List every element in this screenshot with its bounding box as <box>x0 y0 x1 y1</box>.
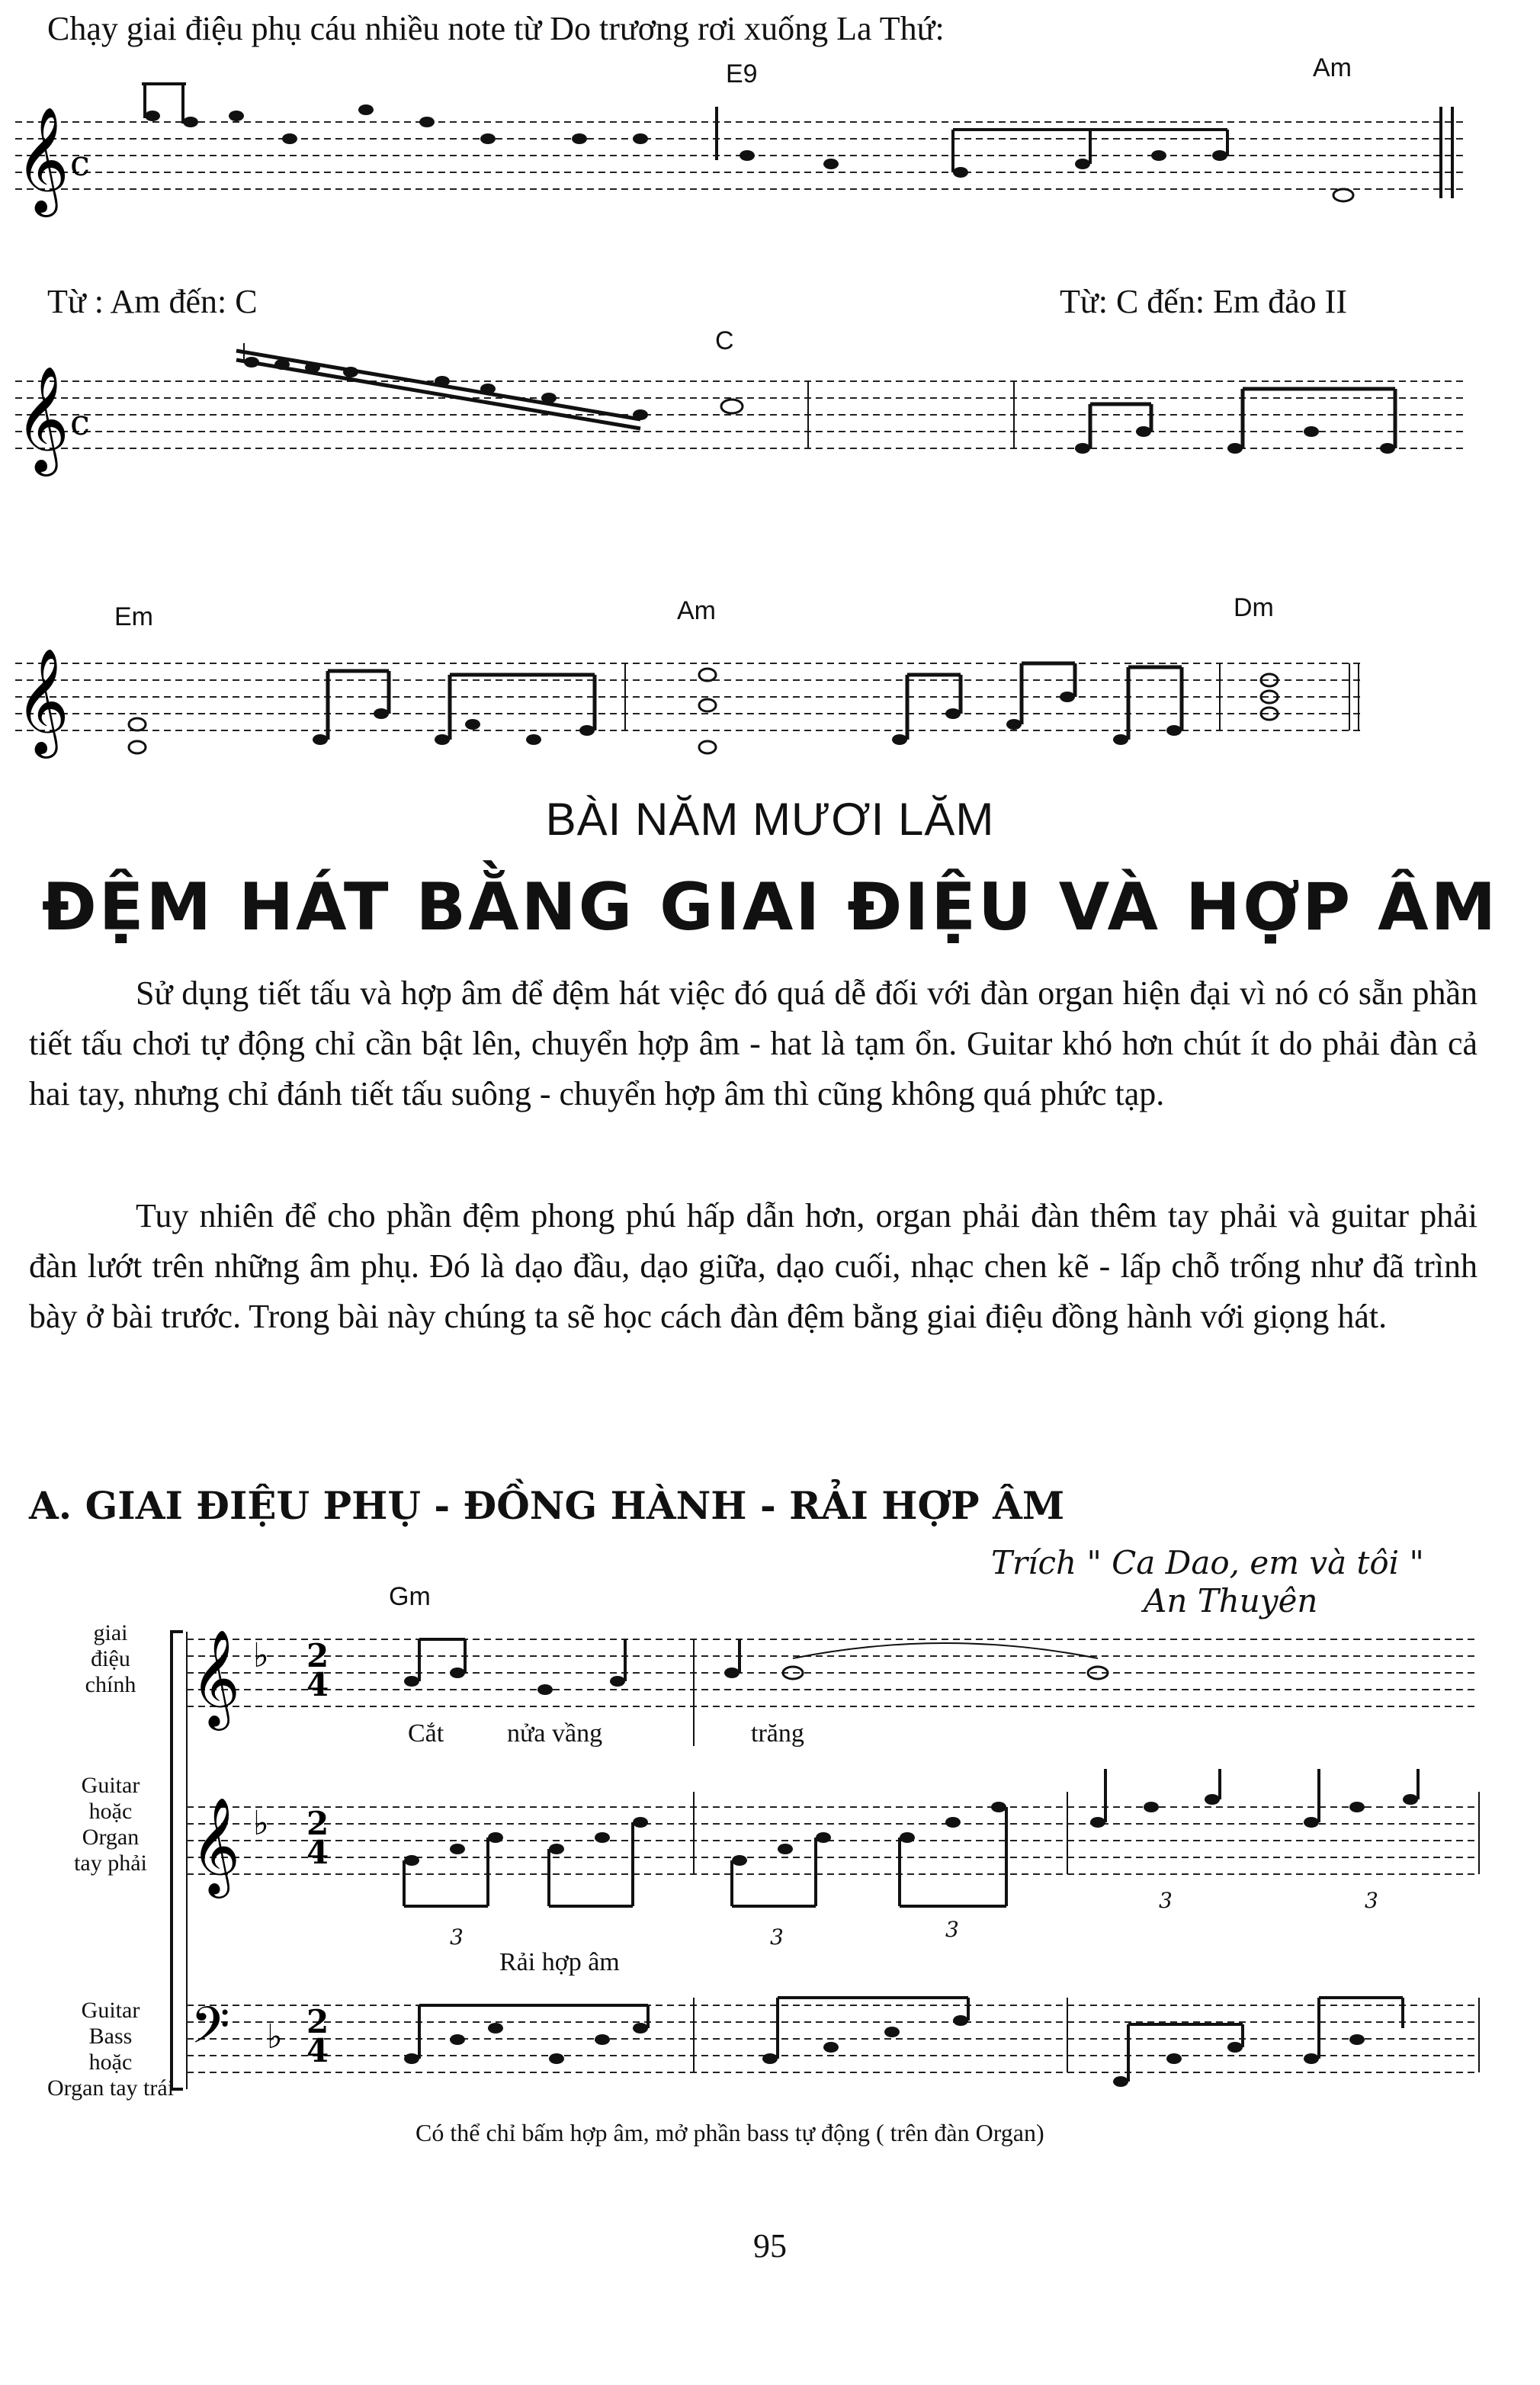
annotation-arpeggio: Rải hợp âm <box>499 1948 620 1976</box>
svg-text:c: c <box>70 402 90 443</box>
svg-text:𝄞: 𝄞 <box>15 107 69 213</box>
triplet-mark: 3 <box>450 1924 464 1950</box>
paragraph-2: Tuy nhiên để cho phần đệm phong phú hấp dẫn hơn, organ phải đàn thêm tay phải và guitar phải đàn lướt trên những âm phụ. Đó là dạo đầu, dạo giữa, dạo cuối, nhạc chen kẽ - lấp chỗ trống như đã trình bày ở bài trước. Trong bài này chúng ta sẽ học cách đàn đệm bằng giai điệu đồng hành với giọng hát. <box>29 1197 1477 1335</box>
lyric-word: nửa vầng <box>507 1719 603 1748</box>
svg-text:𝄞: 𝄞 <box>191 1629 241 1726</box>
example2-caption-right: Từ: C đến: Em đảo II <box>1060 283 1347 320</box>
svg-text:2: 2 <box>306 2003 329 2040</box>
svg-text:4: 4 <box>306 2032 329 2069</box>
example1-caption: Chạy giai điệu phụ cáu nhiều note từ Do trương rơi xuống La Thứ: <box>47 10 945 47</box>
lesson-number-title: BÀI NĂM MƯƠI LĂM <box>545 794 995 845</box>
chord-symbol: Dm <box>1234 593 1274 622</box>
music-staff-example3 <box>0 640 1540 770</box>
svg-text:𝄞: 𝄞 <box>15 366 69 472</box>
triplet-mark: 3 <box>770 1924 784 1950</box>
handwritten-source: Trích " Ca Dao, em và tôi " <box>991 1544 1424 1581</box>
example2-caption-left: Từ : Am đến: C <box>47 283 258 320</box>
page-number: 95 <box>753 2227 787 2265</box>
lesson-title: ĐỆM HÁT BẰNG GIAI ĐIỆU VÀ HỢP ÂM <box>41 869 1499 945</box>
svg-text:c: c <box>70 143 90 184</box>
chord-symbol: Am <box>677 596 716 625</box>
staff-label-melody: giai điệu chính <box>85 1620 136 1697</box>
music-system-section-a <box>0 1616 1540 2089</box>
triplet-mark: 3 <box>1365 1888 1378 1913</box>
chord-symbol: Em <box>114 602 153 631</box>
chord-symbol: Am <box>1313 53 1352 82</box>
staff-label-right-hand: Guitar hoặc Organ tay phải <box>74 1773 147 1876</box>
chord-symbol: C <box>715 326 734 355</box>
triplet-mark: 3 <box>1159 1888 1173 1913</box>
lyric-word: Cắt <box>408 1719 444 1748</box>
handwritten-author: An Thuyên <box>1144 1582 1318 1619</box>
svg-text:2: 2 <box>306 1637 329 1674</box>
staff-label-left-hand: Guitar Bass hoặc Organ tay trái <box>47 1998 175 2101</box>
svg-text:𝄢: 𝄢 <box>191 1996 230 2067</box>
svg-text:♭: ♭ <box>253 1804 269 1843</box>
section-a-title: A. GIAI ĐIỆU PHỤ - ĐỒNG HÀNH - RẢI HỢP ÂM <box>29 1483 1065 1528</box>
svg-text:2: 2 <box>306 1805 329 1842</box>
lyric-word: trăng <box>751 1719 804 1748</box>
paragraph-1: Sử dụng tiết tấu và hợp âm để đệm hát việc đó quá dễ đối với đàn organ hiện đại vì nó có sẵn phần tiết tấu chơi tự động chỉ cần bật lên, chuyển hợp âm - hat là tạm ổn. Guitar khó hơn chút ít do phải đàn cả hai tay, nhưng chỉ đánh tiết tấu suông - chuyển hợp âm thì cũng không quá phức tạp. <box>29 974 1477 1112</box>
svg-text:4: 4 <box>306 1666 329 1703</box>
chord-symbol: Gm <box>389 1582 431 1611</box>
chord-symbol: E9 <box>726 59 758 88</box>
svg-text:𝄞: 𝄞 <box>191 1796 241 1894</box>
svg-text:4: 4 <box>306 1834 329 1871</box>
footnote: Có thể chỉ bấm hợp âm, mở phần bass tự động ( trên đàn Organ) <box>415 2119 1044 2146</box>
triplet-mark: 3 <box>945 1917 959 1942</box>
music-staff-example1 <box>0 99 1540 229</box>
svg-text:𝄞: 𝄞 <box>15 648 69 754</box>
svg-text:♭: ♭ <box>253 1636 269 1675</box>
music-staff-example2 <box>0 358 1540 488</box>
svg-text:♭: ♭ <box>267 2017 283 2056</box>
